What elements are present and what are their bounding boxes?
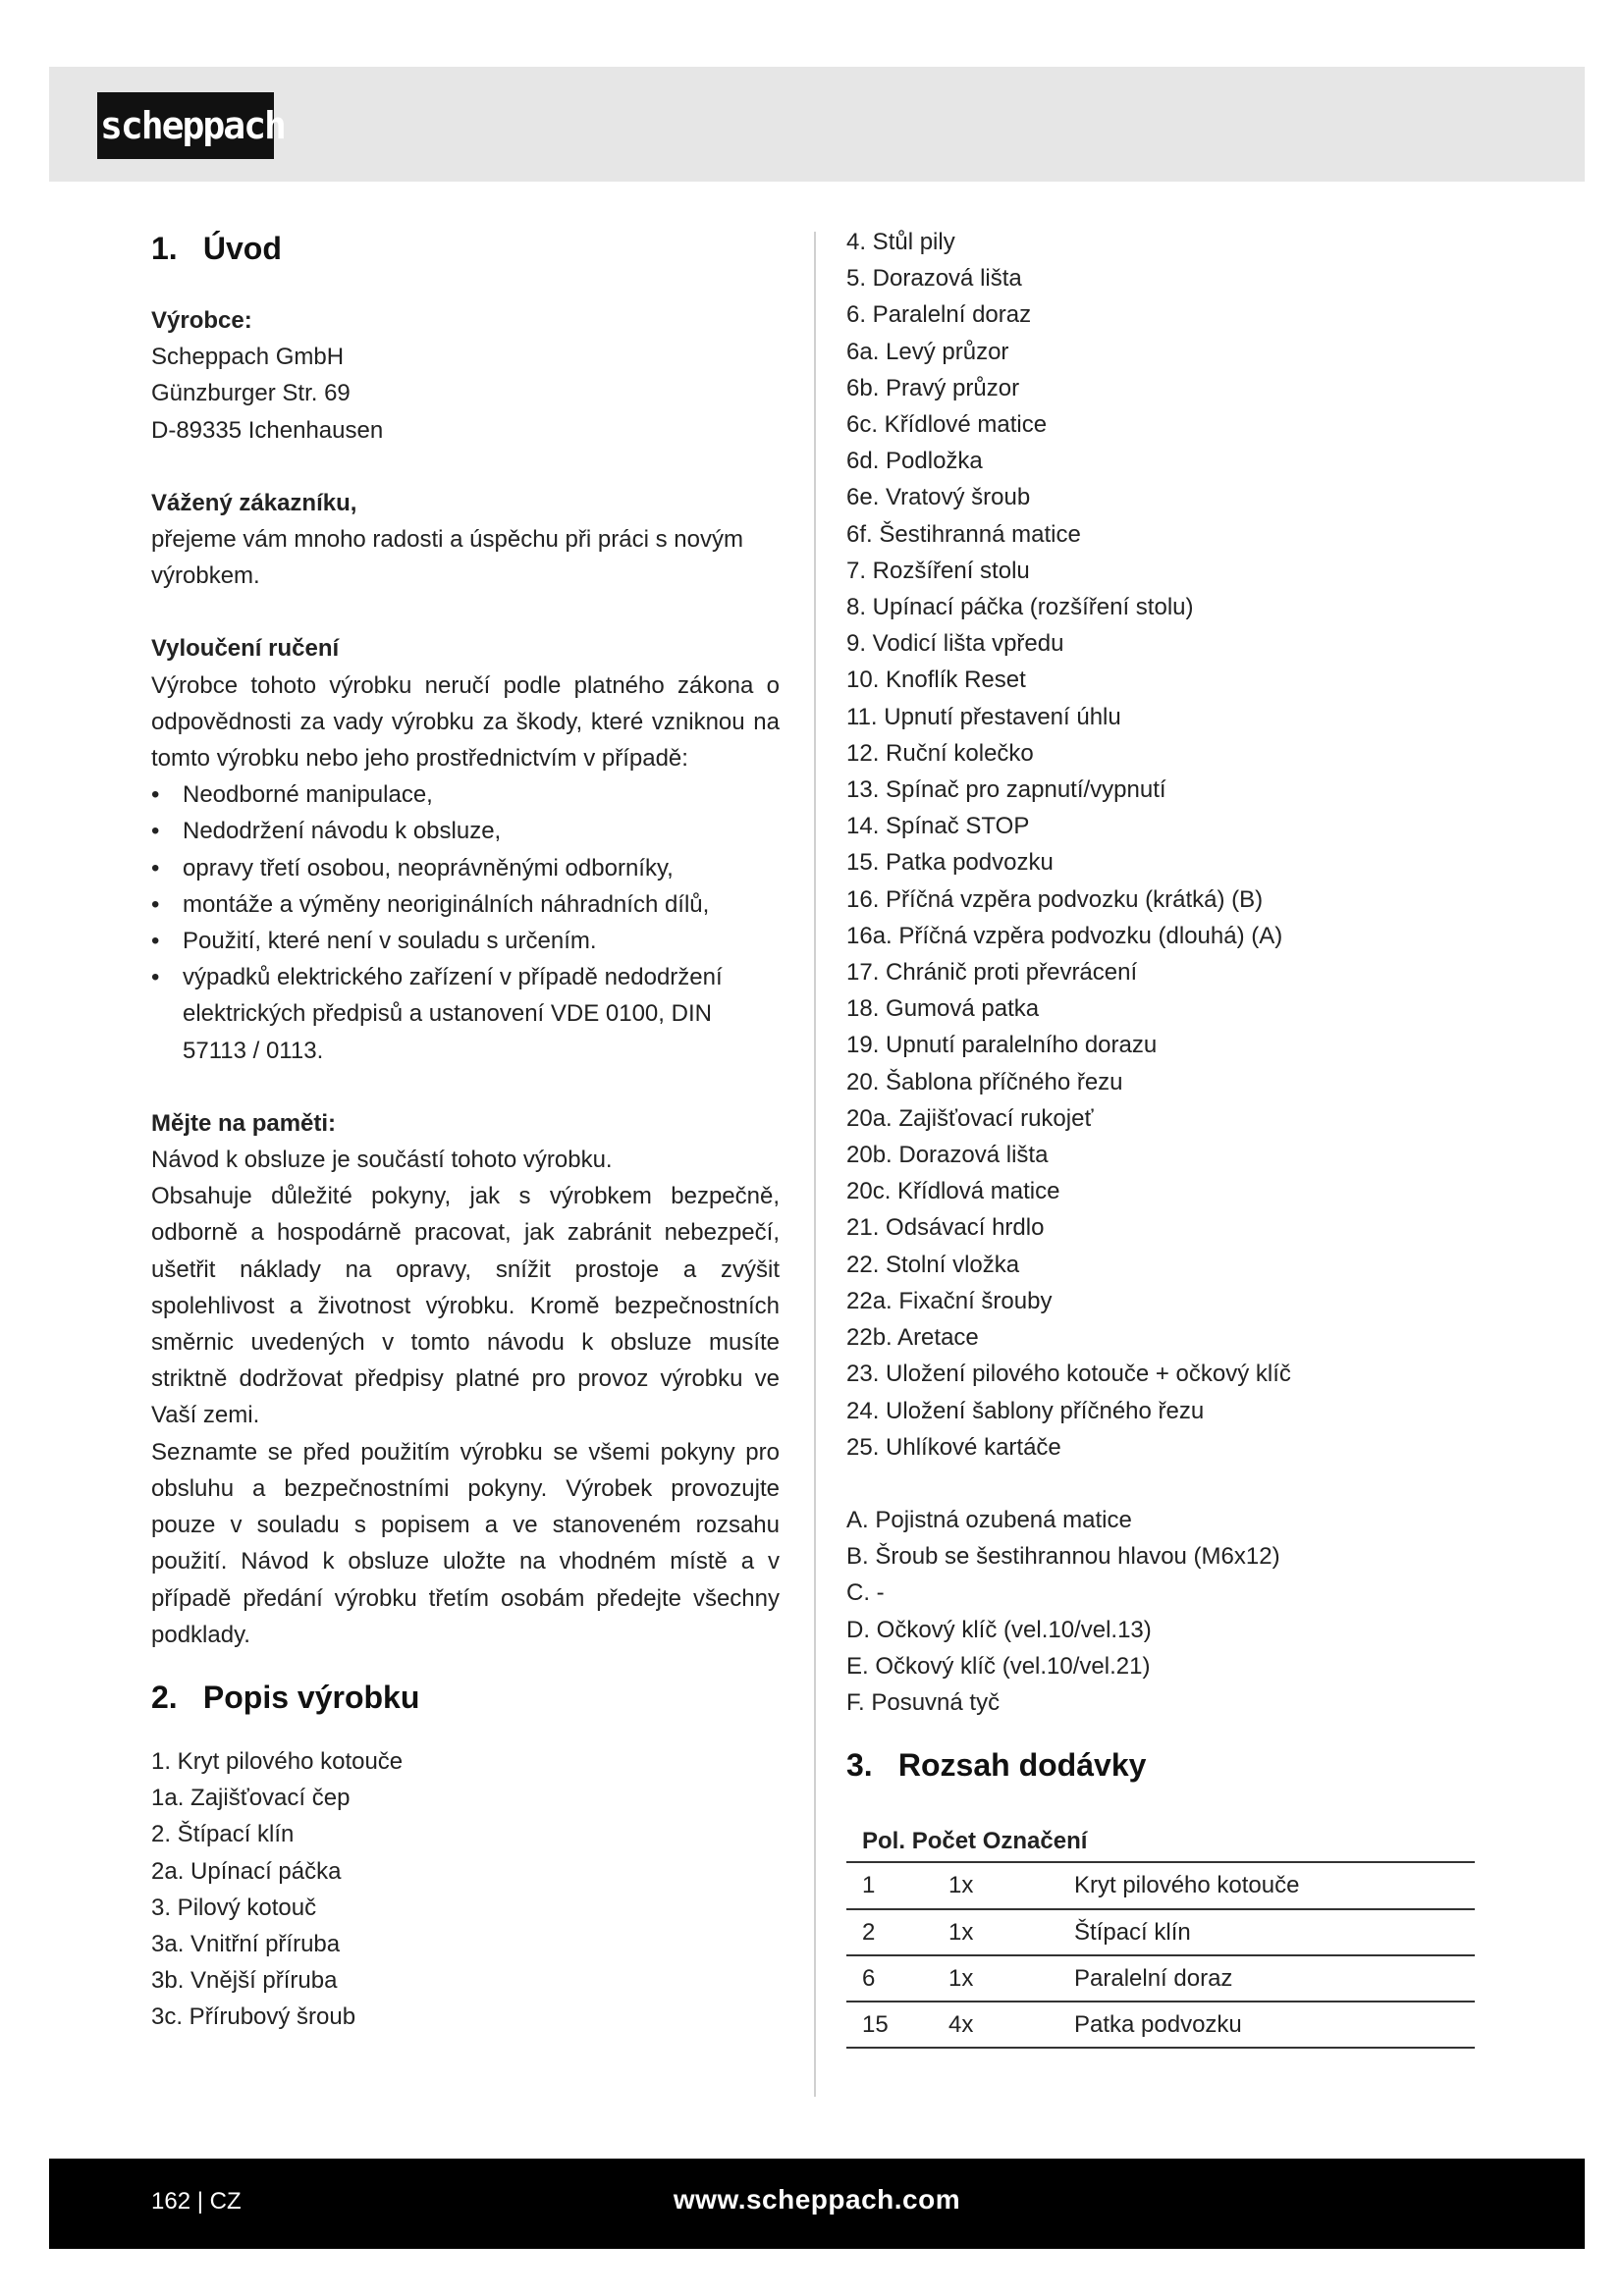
parts-list-continued (846, 224, 1475, 1466)
list-item: E. Očkový klíč (vel.10/vel.21) (846, 1652, 1151, 1680)
list-item: 16a. Příčná vzpěra podvozku (dlouhá) (A) (846, 922, 1283, 949)
manufacturer-label: Výrobce: (151, 307, 252, 334)
section-number: 2. (151, 1679, 178, 1715)
table-cell: Patka podvozku (1058, 2002, 1475, 2048)
page-number: 162 | CZ (151, 2188, 242, 2215)
section-title: Úvod (202, 231, 282, 266)
list-item: • Nedodržení návodu k obsluze, (151, 813, 780, 849)
liability-text: Výrobce tohoto výrobku neručí podle platného zákona o odpovědnosti za vady výrobku za škody, které vzniknou na tomto výrobku nebo jeho prostřednictvím v případě: (151, 671, 780, 773)
manufacturer-line: Scheppach GmbH (151, 344, 345, 371)
list-item: 8. Upínací páčka (rozšíření stolu) (846, 594, 1194, 621)
section-number: 3. (846, 1747, 873, 1784)
list-item: 23. Uložení pilového kotouče + očkový klíč (846, 1361, 1291, 1388)
list-item: 3. Pilový kotouč (151, 1894, 317, 1921)
section-intro-heading (151, 224, 780, 273)
list-item: B. Šroub se šestihrannou hlavou (M6x12) (846, 1543, 1280, 1571)
table-cell: 1x (933, 1862, 1058, 1908)
manufacturer-line: D-89335 Ichenhausen (151, 416, 384, 444)
list-item: 6c. Křídlové matice (846, 411, 1048, 439)
accessories-list (846, 1502, 1475, 1721)
list-item: 6. Paralelní doraz (846, 301, 1032, 329)
dear-customer-text: přejeme vám mnoho radosti a úspěchu při práci s novým výrobkem. (151, 526, 743, 590)
dear-customer-label: Vážený zákazníku, (151, 489, 357, 516)
list-item: 18. Gumová patka (846, 995, 1040, 1023)
list-item: 16. Příčná vzpěra podvozku (krátká) (B) (846, 885, 1264, 913)
list-item: 2a. Upínací páčka (151, 1857, 342, 1885)
list-item: 22b. Aretace (846, 1324, 979, 1352)
remember-paragraph: Obsahuje důležité pokyny, jak s výrobkem bezpečně, odborně a hospodárně pracovat, jak zabránit nebezpečí, ušetřit náklady na opravy, snížit prostoje a zvýšit spolehlivost a životnost výrobku. Kromě bezpečnostních směrnic uvedených v tomto návodu k obsluze musíte striktně dodržovat předpisy platné pro provoz výrobku ve Vaší zemi. (151, 1183, 780, 1429)
scope-table (846, 1817, 1475, 2049)
list-item: • opravy třetí osobou, neoprávněnými odborníky, (151, 850, 780, 886)
list-item: 6d. Podložka (846, 448, 983, 475)
table-row (846, 1909, 1475, 1955)
section-number: 1. (151, 231, 178, 266)
table-header (846, 1817, 1475, 1862)
list-item: 20c. Křídlová matice (846, 1178, 1060, 1205)
list-item: 9. Vodicí lišta vpředu (846, 630, 1064, 658)
table-cell: 1 (846, 1862, 933, 1908)
table-row (846, 1955, 1475, 2002)
table-cell: 1x (933, 1909, 1058, 1955)
page-footer (49, 2159, 1585, 2249)
list-item: 11. Upnutí přestavení úhlu (846, 703, 1121, 730)
list-item: 3a. Vnitřní příruba (151, 1930, 341, 1957)
list-item: C. - (846, 1579, 885, 1607)
list-item: 12. Ruční kolečko (846, 739, 1034, 767)
remember-paragraph: Návod k obsluze je součástí tohoto výrobku. (151, 1147, 613, 1174)
list-item: • výpadků elektrického zařízení v případě nedodržení elektrických předpisů a ustanovení VDE 0100, DIN 57113 / 0113. (151, 959, 780, 1069)
table-cell: 6 (846, 1955, 933, 2002)
list-item: D. Očkový klíč (vel.10/vel.13) (846, 1616, 1152, 1643)
table-cell: 1x (933, 1955, 1058, 2002)
table-cell: 2 (846, 1909, 933, 1955)
table-row (846, 1862, 1475, 1908)
list-item: 19. Upnutí paralelního dorazu (846, 1032, 1158, 1059)
right-column (846, 224, 1475, 2049)
list-item: 20a. Zajišťovací rukojeť (846, 1104, 1094, 1132)
list-item: 3c. Přírubový šroub (151, 2003, 356, 2031)
left-column (151, 224, 780, 2036)
list-item: 14. Spínač STOP (846, 813, 1030, 840)
table-cell: Štípací klín (1058, 1909, 1475, 1955)
list-item: 17. Chránič proti převrácení (846, 959, 1138, 987)
list-item: 6f. Šestihranná matice (846, 520, 1081, 548)
list-item: 6e. Vratový šroub (846, 484, 1031, 511)
remember-label: Mějte na paměti: (151, 1109, 337, 1137)
list-item: 24. Uložení šablony příčného řezu (846, 1397, 1205, 1424)
header-count: Počet (911, 1828, 977, 1855)
list-item: 3b. Vnější příruba (151, 1967, 338, 1995)
section-title: Popis výrobku (202, 1679, 420, 1715)
list-item: 1. Kryt pilového kotouče (151, 1747, 404, 1775)
table-cell: Paralelní doraz (1058, 1955, 1475, 2002)
section-description-heading (151, 1673, 780, 1722)
liability-label: Vyloučení ručení (151, 635, 340, 663)
list-item: • Neodborné manipulace, (151, 776, 780, 813)
list-item: 20. Šablona příčného řezu (846, 1068, 1123, 1095)
column-divider (814, 232, 816, 2097)
list-item: 7. Rozšíření stolu (846, 557, 1030, 584)
list-item: 5. Dorazová lišta (846, 265, 1022, 293)
table-cell: Kryt pilového kotouče (1058, 1862, 1475, 1908)
list-item: 6a. Levý průzor (846, 338, 1009, 365)
list-item: 21. Odsávací hrdlo (846, 1214, 1045, 1242)
table-header-row (846, 1817, 1475, 1862)
parts-list (151, 1743, 780, 2036)
list-item: 20b. Dorazová lišta (846, 1142, 1049, 1169)
header-pos: Pol. (862, 1828, 906, 1855)
liability-list (151, 776, 780, 1069)
list-item: 15. Patka podvozku (846, 849, 1054, 877)
list-item: • Použití, které není v souladu s určením. (151, 923, 780, 959)
website-link[interactable]: www.scheppach.com (673, 2184, 961, 2215)
list-item: 2. Štípací klín (151, 1821, 295, 1848)
section-scope-heading (846, 1740, 1475, 1789)
table-cell: 15 (846, 2002, 933, 2048)
table-cell: 4x (933, 2002, 1058, 2048)
section-title: Rozsah dodávky (897, 1747, 1147, 1784)
list-item: 13. Spínač pro zapnutí/vypnutí (846, 776, 1166, 804)
list-item: A. Pojistná ozubená matice (846, 1506, 1132, 1533)
page-header (49, 67, 1585, 182)
manufacturer-line: Günzburger Str. 69 (151, 380, 351, 407)
list-item: 1a. Zajišťovací čep (151, 1785, 351, 1812)
list-item: • montáže a výměny neoriginálních náhradních dílů, (151, 886, 780, 923)
table-row (846, 2002, 1475, 2048)
list-item: 22a. Fixační šrouby (846, 1287, 1053, 1314)
list-item: 6b. Pravý průzor (846, 374, 1020, 401)
list-item: 10. Knoflík Reset (846, 667, 1026, 694)
remember-paragraph: Seznamte se před použitím výrobku se všemi pokyny pro obsluhu a bezpečnostními pokyny. Výrobek provozujte pouze v souladu s popisem a ve stanoveném rozsahu použití. Návod k obsluze uložte na vhodném místě a v případě předání výrobku třetím osobám předejte všechny podklady. (151, 1438, 780, 1648)
scheppach-logo: scheppach (97, 92, 274, 159)
header-designation: Označení (982, 1828, 1088, 1855)
list-item: F. Posuvná tyč (846, 1688, 1001, 1716)
list-item: 4. Stůl pily (846, 229, 955, 255)
list-item: 25. Uhlíkové kartáče (846, 1433, 1061, 1461)
list-item: 22. Stolní vložka (846, 1251, 1020, 1278)
